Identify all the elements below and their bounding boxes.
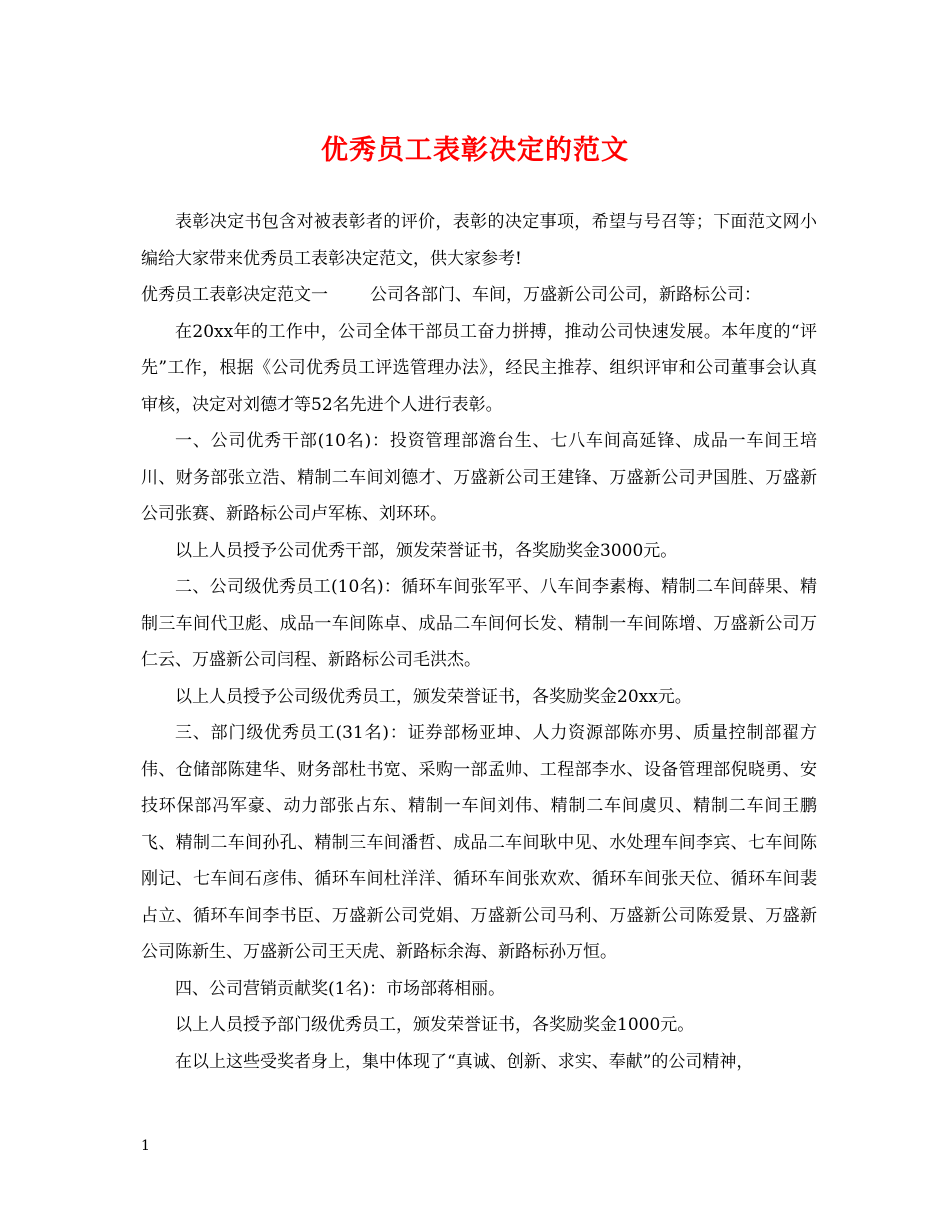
page-number: 1 <box>141 1138 150 1154</box>
award-marketing-paragraph: 四、公司营销贡献奖(1名)：市场部蒋相丽。 <box>175 978 506 999</box>
award-company-staff-reward-paragraph: 以上人员授予公司级优秀员工，颁发荣誉证书，各奖励奖金20xx元。 <box>175 686 692 707</box>
salutation-text: 公司各部门、车间，万盛新公司公司，新路标公司： <box>370 285 761 305</box>
award-cadres-paragraph: 一、公司优秀干部(10名)：投资管理部澹台生、七八车间高延锋、成品一车间王培川、财务部张立浩、精制二车间刘德才、万盛新公司王建锋、万盛新公司尹国胜、万盛新公司张赛、新路标公司卢军栋、刘环环。 <box>141 431 817 524</box>
document-body <box>141 204 817 1080</box>
salutation-paragraph <box>141 277 817 314</box>
closing-paragraph: 在以上这些受奖者身上，集中体现了“真诚、创新、求实、奉献”的公司精神， <box>175 1051 754 1072</box>
decision-paragraph: 在20xx年的工作中，公司全体干部员工奋力拼搏，推动公司快速发展。本年度的“评先”工作，根据《公司优秀员工评选管理办法》，经民主推荐、组织评审和公司董事会认真审核，决定对刘德才等52名先进个人进行表彰。 <box>141 321 817 415</box>
award-company-staff-paragraph: 二、公司级优秀员工(10名)：循环车间张军平、八车间李素梅、精制二车间薛果、精制三车间代卫彪、成品一车间陈卓、成品二车间何长发、精制一车间陈增、万盛新公司万仁云、万盛新公司闫程、新路标公司毛洪杰。 <box>141 577 817 670</box>
award-department-reward-paragraph: 以上人员授予部门级优秀员工，颁发荣誉证书，各奖励奖金1000元。 <box>175 1015 695 1035</box>
document-title: 优秀员工表彰决定的范文 <box>321 135 629 166</box>
award-department-staff-paragraph: 三、部门级优秀员工(31名)：证券部杨亚坤、人力资源部陈亦男、质量控制部翟方伟、仓储部陈建华、财务部杜书宽、采购一部孟帅、工程部李水、设备管理部倪晓勇、安技环保部冯军豪、动力部张占东、精制一车间刘伟、精制二车间虞贝、精制二车间王鹏飞、精制二车间孙孔、精制三车间潘哲、成品二车间耿中见、水处理车间李宾、七车间陈刚记、七车间石彦伟、循环车间杜洋洋、循环车间张欢欢、循环车间张天位、循环车间裴占立、循环车间李书臣、万盛新公司党娟、万盛新公司马利、万盛新公司陈爱景、万盛新公司陈新生、万盛新公司王天虎、新路标余海、新路标孙万恒。 <box>141 723 817 962</box>
section-heading: 优秀员工表彰决定范文一 <box>141 285 328 305</box>
award-cadres-reward-paragraph: 以上人员授予公司优秀干部，颁发荣誉证书，各奖励奖金3000元。 <box>175 540 678 561</box>
intro-paragraph: 表彰决定书包含对被表彰者的评价，表彰的决定事项，希望与号召等；下面范文网小编给大家带来优秀员工表彰决定范文，供大家参考! <box>141 212 817 269</box>
